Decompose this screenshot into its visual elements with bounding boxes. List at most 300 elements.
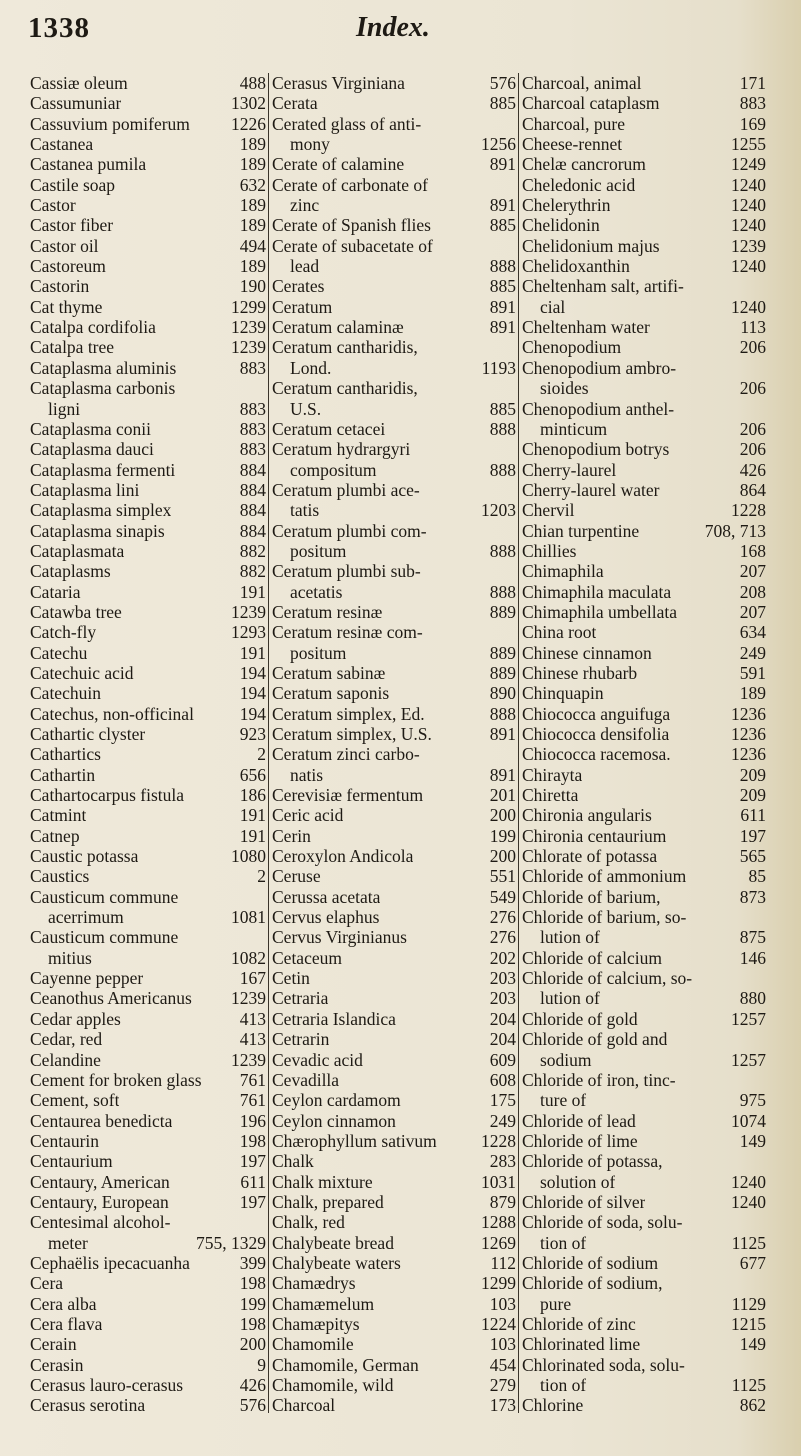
index-entry: [30, 663, 266, 683]
index-entry: [522, 500, 766, 520]
index-term: lution of: [540, 927, 600, 948]
index-entry: [272, 988, 516, 1008]
index-term: Charcoal cataplasm: [522, 93, 660, 114]
page-reference: 1228: [731, 500, 766, 521]
index-term: meter: [48, 1232, 88, 1253]
index-entry: [522, 887, 766, 907]
index-entry: [30, 1192, 266, 1212]
index-entry: [30, 195, 266, 215]
index-entry: [522, 1009, 766, 1029]
index-entry-continuation: [272, 643, 516, 663]
index-term: Cathartocarpus fistula: [30, 785, 185, 806]
page-reference: 196: [239, 1110, 266, 1131]
page-reference: 168: [739, 540, 766, 561]
page-reference: 399: [239, 1252, 266, 1273]
page-reference: 1239: [231, 317, 266, 338]
index-entry: [272, 1355, 516, 1375]
index-entry: [272, 1314, 516, 1334]
page-reference: 883: [239, 398, 266, 419]
index-term: Chenopodium anthel-: [522, 398, 675, 419]
index-entry: [30, 1314, 266, 1334]
index-term: Cataplasmata: [30, 540, 125, 561]
index-term: Chlorinated lime: [522, 1334, 641, 1355]
page-reference: 488: [239, 73, 266, 93]
index-term: Cheledonic acid: [522, 174, 636, 195]
page-reference: 204: [489, 1029, 516, 1050]
index-term: Cataplasms: [30, 561, 111, 582]
index-term: acerrimum: [48, 907, 124, 928]
index-term: positum: [290, 642, 347, 663]
index-entry-continuation: [522, 927, 766, 947]
index-term: Ceanothus Americanus: [30, 988, 192, 1009]
index-entry: [522, 643, 766, 663]
page-reference: 169: [739, 113, 766, 134]
index-term: Cataplasma sinapis: [30, 520, 165, 541]
index-entry: [522, 541, 766, 561]
column-divider: [268, 73, 269, 1413]
index-entry: [522, 195, 766, 215]
page-reference: 191: [239, 642, 266, 663]
index-entry: [522, 236, 766, 256]
index-term: Chenopodium botrys: [522, 439, 670, 460]
page-reference: 276: [489, 927, 516, 948]
page-reference: 1239: [231, 988, 266, 1009]
index-entry: [522, 948, 766, 968]
page-reference: 1236: [731, 703, 766, 724]
index-entry: [272, 1090, 516, 1110]
index-term: zinc: [290, 195, 320, 216]
index-term: Cassuvium pomiferum: [30, 113, 190, 134]
index-term: Ceroxylon Andicola: [272, 846, 414, 867]
index-term: Ceratum: [272, 296, 333, 317]
index-entry: [272, 276, 516, 296]
index-term: Cerata: [272, 93, 318, 114]
index-term: natis: [290, 764, 324, 785]
index-term: Catch-fly: [30, 622, 97, 643]
index-term: Castor: [30, 195, 76, 216]
page-reference: 203: [489, 988, 516, 1009]
index-term: pure: [540, 1293, 572, 1314]
index-term: Chalk: [272, 1151, 314, 1172]
index-entry: [272, 236, 516, 256]
page-reference: 209: [739, 785, 766, 806]
index-entry-continuation: [522, 419, 766, 439]
page-reference: 1226: [231, 113, 266, 134]
index-entry: [272, 1334, 516, 1354]
index-term: Ceratum zinci carbo-: [272, 744, 420, 765]
index-entry: [272, 1395, 516, 1415]
index-entry: [30, 93, 266, 113]
index-entry-continuation: [272, 500, 516, 520]
index-entry: [522, 93, 766, 113]
index-term: Chamomile: [272, 1334, 354, 1355]
index-entry: [30, 1151, 266, 1171]
page-reference: 1239: [231, 1049, 266, 1070]
index-entry: [30, 1212, 266, 1232]
page-reference: 279: [489, 1375, 516, 1395]
index-entry: [30, 765, 266, 785]
index-entry: [30, 866, 266, 886]
index-term: Catawba tree: [30, 601, 122, 622]
index-term: mony: [290, 134, 330, 155]
index-term: Chærophyllum sativum: [272, 1130, 437, 1151]
index-term: Ceratum plumbi com-: [272, 520, 427, 541]
index-term: Cheese-rennet: [522, 134, 623, 155]
index-term: Chironia centaurium: [522, 825, 667, 846]
page-reference: 203: [489, 968, 516, 989]
index-entry: [272, 317, 516, 337]
page-reference: 103: [489, 1334, 516, 1355]
page-reference: 608: [489, 1069, 516, 1090]
index-entry: [522, 683, 766, 703]
index-term: Chinese cinnamon: [522, 642, 652, 663]
index-entry: [522, 358, 766, 378]
index-entry: [272, 1070, 516, 1090]
index-entry: [522, 317, 766, 337]
index-term: Chenopodium ambro-: [522, 357, 677, 378]
index-term: Chalk mixture: [272, 1171, 373, 1192]
index-entry: [522, 256, 766, 276]
index-term: China root: [522, 622, 597, 643]
index-entry-continuation: [272, 541, 516, 561]
index-term: Chiococca densifolia: [522, 724, 670, 744]
page-reference: 576: [239, 1395, 266, 1416]
index-term: Celandine: [30, 1049, 101, 1070]
page-reference: 198: [239, 1273, 266, 1294]
index-term: Ceylon cardamom: [272, 1090, 401, 1111]
page-reference: 209: [739, 764, 766, 785]
index-term: Cerasus Virginiana: [272, 73, 405, 93]
index-entry: [272, 297, 516, 317]
page-reference: 634: [739, 622, 766, 643]
page-number: 1338: [28, 12, 90, 44]
page-reference: 494: [239, 235, 266, 256]
index-term: Chloride of gold: [522, 1008, 638, 1029]
index-term: compositum: [290, 459, 377, 480]
index-term: Catechu: [30, 642, 88, 663]
page-reference: 1239: [231, 337, 266, 358]
index-entry: [30, 988, 266, 1008]
running-head: Index.: [356, 12, 430, 43]
index-term: Cera alba: [30, 1293, 97, 1314]
index-entry: [522, 561, 766, 581]
index-term: Ceratum simplex, Ed.: [272, 703, 425, 724]
index-entry: [272, 826, 516, 846]
index-column-3: [522, 73, 766, 1433]
page-reference: 197: [739, 825, 766, 846]
index-entry: [522, 1131, 766, 1151]
page-reference: 200: [489, 805, 516, 826]
index-entry-continuation: [522, 1233, 766, 1253]
index-entry: [522, 582, 766, 602]
page-reference: 189: [239, 154, 266, 175]
index-entry: [30, 1131, 266, 1151]
index-entry: [522, 826, 766, 846]
page-reference: 975: [739, 1090, 766, 1111]
index-term: tion of: [540, 1375, 587, 1395]
index-entry: [272, 1212, 516, 1232]
index-term: Chloride of potassa,: [522, 1151, 663, 1172]
page-reference: 189: [239, 215, 266, 236]
page-reference: 198: [239, 1313, 266, 1334]
index-entry: [522, 1355, 766, 1375]
index-entry: [272, 480, 516, 500]
page-reference: 197: [239, 1191, 266, 1212]
index-entry: [30, 1253, 266, 1273]
page-reference: 1228: [481, 1130, 516, 1151]
index-entry: [272, 1111, 516, 1131]
page-reference: 202: [489, 947, 516, 968]
index-term: Chamomile, wild: [272, 1375, 394, 1395]
index-entry: [522, 439, 766, 459]
page-reference: 1257: [731, 1008, 766, 1029]
index-entry: [272, 968, 516, 988]
index-entry: [30, 480, 266, 500]
index-entry: [272, 1151, 516, 1171]
page-reference: 885: [489, 215, 516, 236]
page-reference: 883: [239, 439, 266, 460]
index-term: Cervus Virginianus: [272, 927, 407, 948]
index-entry-continuation: [30, 399, 266, 419]
page-reference: 194: [239, 683, 266, 704]
index-term: Cervus elaphus: [272, 907, 380, 928]
index-entry-continuation: [30, 948, 266, 968]
page-reference: 103: [489, 1293, 516, 1314]
page-reference: 1240: [731, 296, 766, 317]
index-entry: [272, 663, 516, 683]
page-reference: 755, 1329: [196, 1232, 266, 1253]
index-entry: [522, 1273, 766, 1293]
index-term: Causticum commune: [30, 886, 179, 907]
index-term: tatis: [290, 500, 320, 521]
index-term: Chloride of barium,: [522, 886, 661, 907]
index-entry: [522, 337, 766, 357]
page-reference: 609: [489, 1049, 516, 1070]
page-reference: 888: [489, 703, 516, 724]
index-term: Chamomile, German: [272, 1354, 419, 1375]
index-entry: [272, 1172, 516, 1192]
index-entry: [30, 500, 266, 520]
index-entry: [30, 378, 266, 398]
index-entry: [522, 765, 766, 785]
index-entry: [272, 1375, 516, 1395]
index-entry: [30, 826, 266, 846]
index-term: Chamæmelum: [272, 1293, 375, 1314]
index-term: Cataplasma aluminis: [30, 357, 177, 378]
index-term: Cerated glass of anti-: [272, 113, 422, 134]
index-term: Ceratum saponis: [272, 683, 390, 704]
column-divider: [518, 73, 519, 1413]
index-term: Cera: [30, 1273, 64, 1294]
page-reference: 761: [239, 1090, 266, 1111]
index-term: Chloride of ammonium: [522, 866, 687, 887]
page-reference: 891: [489, 195, 516, 216]
page-reference: 9: [257, 1354, 266, 1375]
index-entry: [522, 1253, 766, 1273]
index-entry: [272, 175, 516, 195]
index-entry: [272, 93, 516, 113]
index-entry: [272, 1050, 516, 1070]
page-reference: 1255: [731, 134, 766, 155]
index-entry: [272, 805, 516, 825]
index-entry-continuation: [522, 1375, 766, 1395]
page-reference: 576: [489, 73, 516, 93]
index-term: Chloride of iron, tinc-: [522, 1069, 676, 1090]
page-reference: 189: [239, 256, 266, 277]
page-reference: 1269: [481, 1232, 516, 1253]
index-entry: [522, 175, 766, 195]
index-term: Chloride of sodium,: [522, 1273, 663, 1294]
index-term: Chloride of lead: [522, 1110, 636, 1131]
index-entry: [272, 73, 516, 93]
index-entry: [272, 337, 516, 357]
index-entry: [522, 154, 766, 174]
index-term: Chillies: [522, 540, 577, 561]
index-term: Cerate of Spanish flies: [272, 215, 431, 236]
page-reference: 882: [239, 561, 266, 582]
index-term: Cataplasma simplex: [30, 500, 172, 521]
page-reference: 199: [489, 825, 516, 846]
page-reference: 549: [489, 886, 516, 907]
index-entry: [522, 622, 766, 642]
index-entry: [522, 1212, 766, 1232]
page-reference: 882: [239, 540, 266, 561]
index-entry: [522, 744, 766, 764]
page-reference: 171: [739, 73, 766, 93]
index-entry: [272, 215, 516, 235]
index-term: Ceratum plumbi sub-: [272, 561, 421, 582]
page-reference: 1236: [731, 724, 766, 744]
index-term: Chalk, prepared: [272, 1191, 384, 1212]
index-entry: [30, 1395, 266, 1415]
page-reference: 1240: [731, 256, 766, 277]
index-entry: [30, 846, 266, 866]
index-column-1: [30, 73, 266, 1433]
page-reference: 1240: [731, 1171, 766, 1192]
page-reference: 1293: [231, 622, 266, 643]
index-entry: [30, 1273, 266, 1293]
index-entry: [30, 582, 266, 602]
index-entry: [272, 724, 516, 744]
index-term: Chinquapin: [522, 683, 604, 704]
index-entry-continuation: [272, 134, 516, 154]
index-entry: [272, 114, 516, 134]
index-entry: [522, 114, 766, 134]
page-reference: 283: [489, 1151, 516, 1172]
index-term: Centaurea benedicta: [30, 1110, 173, 1131]
index-term: Chelidonin: [522, 215, 600, 236]
page-reference: 1302: [231, 93, 266, 114]
page-reference: 175: [489, 1090, 516, 1111]
index-term: Cerussa acetata: [272, 886, 381, 907]
index-entry: [30, 1294, 266, 1314]
index-term: Chelidonium majus: [522, 235, 660, 256]
index-term: Cerasin: [30, 1354, 84, 1375]
index-term: Cerasus serotina: [30, 1395, 146, 1416]
page-reference: 1129: [731, 1293, 766, 1314]
index-entry: [30, 1050, 266, 1070]
index-entry: [522, 1070, 766, 1090]
index-term: Chamædrys: [272, 1273, 356, 1294]
index-term: Cement, soft: [30, 1090, 120, 1111]
index-entry-continuation: [272, 582, 516, 602]
index-term: Charcoal: [272, 1395, 336, 1416]
index-entry-continuation: [272, 358, 516, 378]
page-reference: 565: [739, 846, 766, 867]
index-term: acetatis: [290, 581, 343, 602]
index-entry: [272, 378, 516, 398]
page-reference: 1299: [481, 1273, 516, 1294]
index-entry: [522, 907, 766, 927]
index-term: Chalybeate waters: [272, 1252, 401, 1273]
index-term: Ceratum cantharidis,: [272, 378, 418, 399]
page-reference: 146: [739, 947, 766, 968]
index-term: Catechuic acid: [30, 662, 134, 683]
page-reference: 891: [489, 317, 516, 338]
index-term: Ceratum resinæ: [272, 601, 383, 622]
index-term: Ceratum plumbi ace-: [272, 479, 420, 500]
page-reference: 883: [739, 93, 766, 114]
index-term: Cathartin: [30, 764, 96, 785]
page-reference: 1080: [231, 846, 266, 867]
page-reference: 1299: [231, 296, 266, 317]
index-entry: [30, 175, 266, 195]
index-entry: [30, 236, 266, 256]
index-entry: [30, 1029, 266, 1049]
index-term: Cataplasma lini: [30, 479, 140, 500]
index-term: Ceratum simplex, U.S.: [272, 724, 432, 744]
index-term: Cevadilla: [272, 1069, 340, 1090]
index-term: Catnep: [30, 825, 80, 846]
page-reference: 1240: [731, 195, 766, 216]
page-reference: 206: [739, 378, 766, 399]
index-term: Ceratum cetacei: [272, 418, 386, 439]
index-term: Cherry-laurel: [522, 459, 617, 480]
page-reference: 1236: [731, 744, 766, 765]
page-reference: 426: [739, 459, 766, 480]
page-reference: 884: [239, 520, 266, 541]
index-entry-continuation: [522, 1172, 766, 1192]
index-entry: [30, 276, 266, 296]
index-term: Centaurin: [30, 1130, 100, 1151]
page-reference: 1239: [231, 601, 266, 622]
index-entry: [30, 337, 266, 357]
index-entry: [272, 1273, 516, 1293]
index-entry: [272, 866, 516, 886]
index-entry: [30, 927, 266, 947]
index-entry: [30, 134, 266, 154]
page-reference: 891: [489, 154, 516, 175]
page-reference: 194: [239, 662, 266, 683]
index-term: Ceric acid: [272, 805, 344, 826]
index-term: Chloride of calcium: [522, 947, 662, 968]
index-term: Cedar, red: [30, 1029, 103, 1050]
index-entry: [30, 521, 266, 541]
index-entry-continuation: [522, 378, 766, 398]
index-entry: [272, 683, 516, 703]
page-reference: 888: [489, 256, 516, 277]
page-reference: 884: [239, 500, 266, 521]
index-term: Castile soap: [30, 174, 116, 195]
index-entry: [30, 805, 266, 825]
index-entry: [272, 1253, 516, 1273]
index-entry: [522, 215, 766, 235]
index-entry-continuation: [30, 907, 266, 927]
page-reference: 890: [489, 683, 516, 704]
index-term: Chimaphila: [522, 561, 604, 582]
index-entry-continuation: [522, 1090, 766, 1110]
page-reference: 1240: [731, 174, 766, 195]
